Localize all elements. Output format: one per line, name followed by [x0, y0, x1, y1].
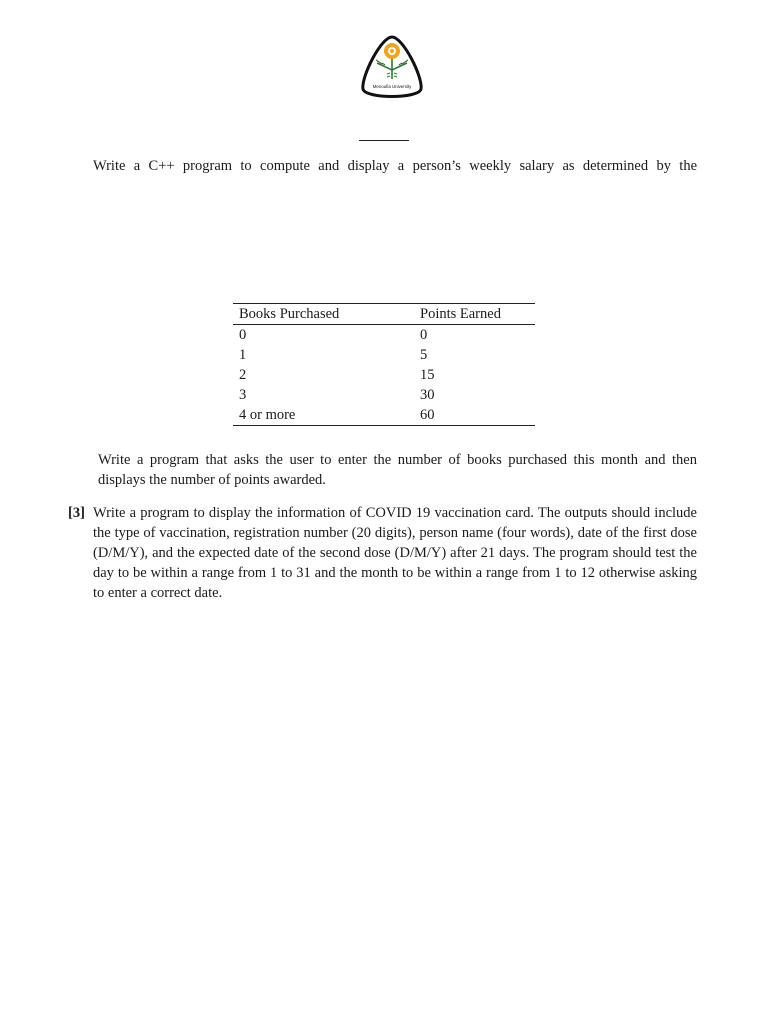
title-rule	[359, 140, 409, 141]
books-program-paragraph: Write a program that asks the user to enter the number of books purchased this month and then displays the number of points awarded.	[98, 452, 697, 488]
table-row	[233, 365, 535, 385]
question-3	[68, 503, 697, 603]
question-number: [3]	[68, 505, 85, 521]
books-cell: 2	[239, 367, 247, 383]
header-points-earned: Points Earned	[420, 306, 501, 322]
university-logo	[359, 35, 425, 101]
books-cell: 0	[239, 327, 247, 343]
points-cell: 15	[420, 367, 435, 383]
table-row	[233, 405, 535, 426]
table-row	[233, 385, 535, 405]
intro-text: Write a C++ program to compute and display a person’s weekly salary as determined by the	[93, 158, 697, 174]
table-row	[233, 345, 535, 365]
points-cell: 5	[420, 347, 428, 363]
points-cell: 60	[420, 407, 435, 423]
logo-text: Menoufia University	[372, 84, 412, 89]
header-books-purchased: Books Purchased	[239, 306, 340, 322]
question-text: Write a program to display the information of COVID 19 vaccination card. The outputs should include the type of vaccination, registration number (20 digits), person name (four words), date of the first dose (D/M/Y), and the expected date of the second dose (D/M/Y) after 21 days. The program should test the day to be within a range from 1 to 31 and the month to be within a range from 1 to 12 otherwise asking to enter a correct date.	[93, 505, 697, 601]
table-header-row	[233, 304, 535, 325]
points-cell: 30	[420, 387, 435, 403]
books-cell: 1	[239, 347, 247, 363]
table-row	[233, 325, 535, 346]
points-cell: 0	[420, 327, 428, 343]
books-cell: 3	[239, 387, 247, 403]
points-table	[233, 303, 535, 426]
books-cell: 4 or more	[239, 407, 296, 423]
